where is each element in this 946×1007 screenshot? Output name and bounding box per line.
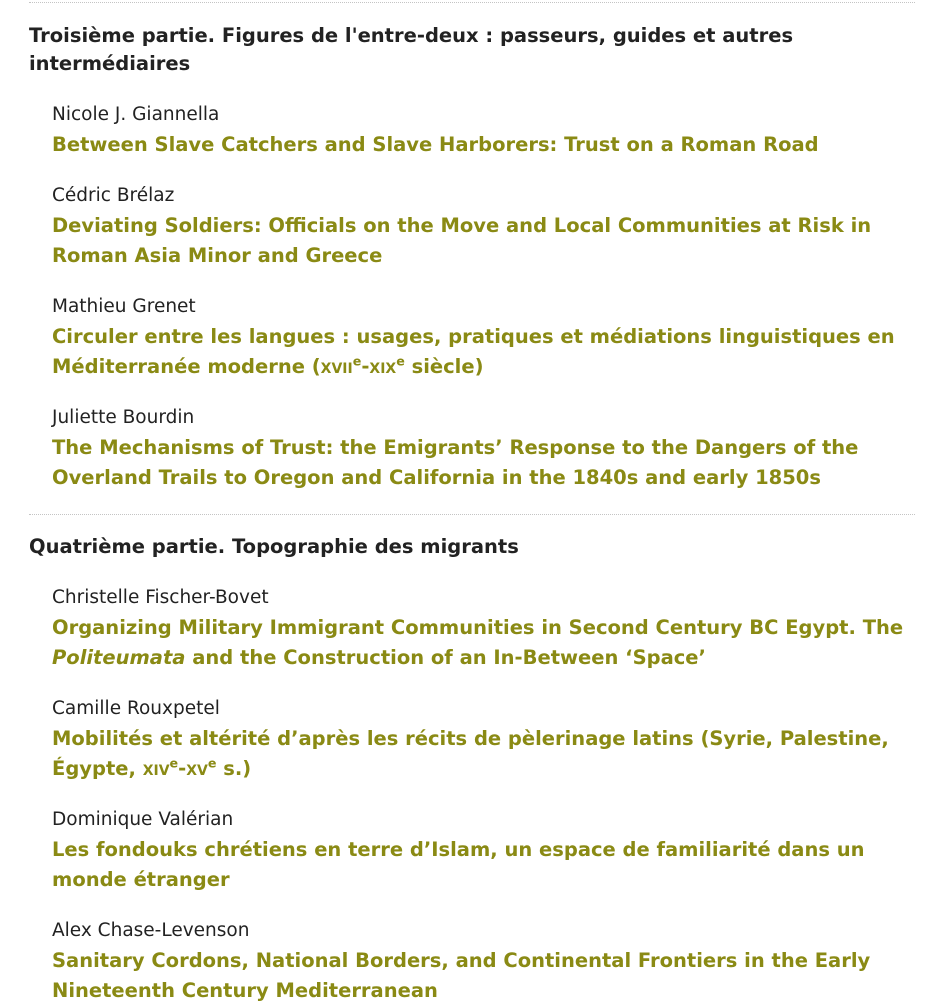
superscript: e: [396, 353, 405, 369]
entry-author: Alex Chase-Levenson: [52, 919, 250, 941]
century-numeral: xix: [369, 355, 397, 378]
entry-title-link[interactable]: Sanitary Cordons, National Borders, and Continental Frontiers in the Early Nineteenth Century Mediterranean: [52, 948, 871, 1002]
table-of-contents: [29, 0, 915, 1007]
dash: -: [361, 355, 370, 378]
toc-entry: [52, 696, 915, 785]
part-three-section: [29, 2, 915, 494]
entry-author: Juliette Bourdin: [52, 406, 195, 428]
title-text: siècle): [404, 355, 484, 378]
entry-author: Christelle Fischer-Bovet: [52, 586, 269, 608]
entry-list: [29, 585, 915, 1007]
toc-entry: [52, 183, 915, 272]
entry-title-link[interactable]: [52, 322, 915, 383]
title-text: Circuler entre les langues : usages, pratiques et médiations linguistiques en Méditerranée moderne (: [52, 324, 895, 378]
century-numeral: xv: [186, 757, 208, 780]
toc-entry: [52, 405, 915, 494]
toc-entry: [52, 102, 915, 161]
entry-title-link[interactable]: Between Slave Catchers and Slave Harborers: Trust on a Roman Road: [52, 133, 819, 156]
entry-title-link[interactable]: Les fondouks chrétiens en terre d’Islam, un espace de familiarité dans un monde étranger: [52, 837, 865, 891]
dash: -: [178, 757, 187, 780]
toc-entry: [52, 294, 915, 383]
part-heading: Troisième partie. Figures de l'entre-deux : passeurs, guides et autres intermédiaires: [29, 24, 794, 75]
entry-author: Dominique Valérian: [52, 808, 234, 830]
part-four-section: [29, 514, 915, 1007]
title-text: Organizing Military Immigrant Communities in Second Century BC Egypt. The: [52, 615, 904, 639]
entry-author: Camille Rouxpetel: [52, 697, 220, 719]
entry-author: Nicole J. Giannella: [52, 104, 220, 125]
title-text: Mobilités et altérité d’après les récits de pèlerinage latins (Syrie, Palestine, Égypte,: [52, 726, 889, 780]
title-text: and the Construction of an In-Between ‘Space’: [185, 646, 706, 669]
title-text: s.): [216, 757, 252, 780]
toc-entry: [52, 918, 915, 1007]
title-italic: Politeumata: [52, 646, 186, 669]
entry-author: Cédric Brélaz: [52, 184, 175, 206]
century-numeral: xvii: [320, 355, 353, 378]
superscript: e: [169, 755, 179, 771]
toc-entry: [52, 585, 915, 674]
entry-title-link[interactable]: The Mechanisms of Trust: the Emigrants’ Response to the Dangers of the Overland Trails to Oregon and California in the 1840s and early 1850s: [52, 435, 859, 489]
century-numeral: xiv: [142, 757, 170, 780]
part-heading: Quatrième partie. Topographie des migrants: [29, 534, 519, 558]
superscript: e: [207, 755, 217, 771]
toc-entry: [52, 807, 915, 896]
entry-author: Mathieu Grenet: [52, 295, 196, 317]
entry-title-link[interactable]: [52, 613, 915, 674]
entry-title-link[interactable]: Deviating Soldiers: Officials on the Move and Local Communities at Risk in Roman Asia Minor and Greece: [52, 213, 872, 267]
entry-list: [29, 102, 915, 494]
entry-title-link[interactable]: [52, 724, 915, 785]
superscript: e: [352, 353, 362, 369]
